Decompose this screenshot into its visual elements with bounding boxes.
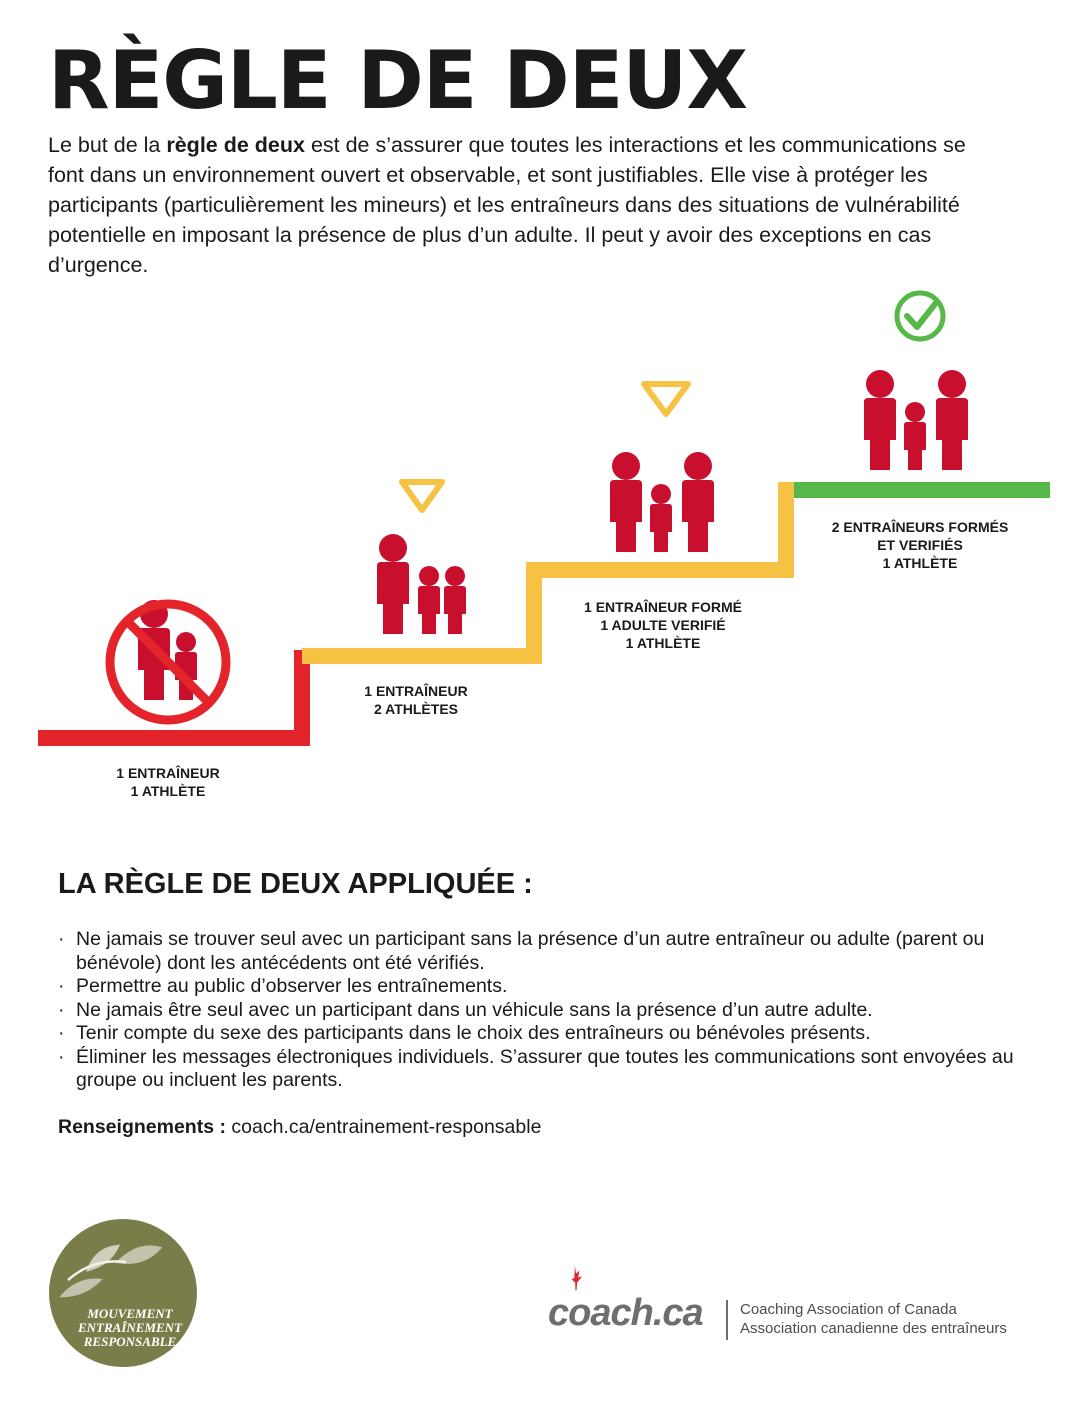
step-label-2: 1 ENTRAÎNEUR 2 ATHLÈTES xyxy=(364,683,468,717)
list-item: · Permettre au public d’observer les entraînements. xyxy=(58,975,508,997)
page-title: RÈGLE DE DEUX xyxy=(48,34,747,127)
intro-text-start: Le but de la xyxy=(48,133,167,157)
badge-line-1: MOUVEMENT xyxy=(87,1306,173,1321)
list-item: · Ne jamais se trouver seul avec un participant sans la présence d’un autre entraîneur ou adulte (parent ou bénévole) dont les antécédents ont été vérifiés. xyxy=(58,928,985,974)
intro-paragraph xyxy=(48,130,978,280)
info-label: Renseignements : xyxy=(58,1116,226,1138)
step-label-1: 1 ENTRAÎNEUR 1 ATHLÈTE xyxy=(116,765,220,799)
coach-logo-wordmark: coach.ca xyxy=(548,1292,703,1334)
org-name-fr: Association canadienne des entraîneurs xyxy=(740,1320,1007,1337)
badge-line-2: ENTRAÎNEMENT xyxy=(77,1320,183,1335)
yield-triangle-icon xyxy=(402,482,442,510)
intro-bold-term: règle de deux xyxy=(166,133,305,157)
people-group-3 xyxy=(610,452,714,552)
no-symbol-icon xyxy=(110,600,226,720)
applied-section-title: LA RÈGLE DE DEUX APPLIQUÉE : xyxy=(58,868,533,900)
logo-divider xyxy=(726,1300,728,1340)
rules-list xyxy=(58,928,1018,1093)
intro-text-end: est de s’assurer que toutes les interactions et les communications se font dans un environnement ouvert et observable, et sont justifiables. Elle vise à protéger les participants (particulièrement les mineurs) et les entraîneurs dans des situations de vulnérabilité potentielle en imposant la présence de plus d’un adulte. Il peut y avoir des exceptions en cas d’urgence. xyxy=(48,133,966,277)
coach-org-names xyxy=(740,1300,1007,1338)
step-label-3: 1 ENTRAÎNEUR FORMÉ 1 ADULTE VERIFIÉ 1 ATHLÈTE xyxy=(584,599,742,651)
responsible-coaching-badge xyxy=(48,1218,198,1368)
list-item: · Ne jamais être seul avec un participant dans un véhicule sans la présence d’un autre adulte. xyxy=(58,998,873,1021)
people-group-2 xyxy=(377,534,466,634)
org-name-en: Coaching Association of Canada xyxy=(740,1301,957,1318)
yield-triangle-icon xyxy=(644,384,688,414)
step-label-4: 2 ENTRAÎNEURS FORMÉS ET VERIFIÉS 1 ATHLÈTE xyxy=(831,519,1009,571)
list-item: · Éliminer les messages électroniques individuels. S’assurer que toutes les communications sont envoyées au groupe ou incluent les parents. xyxy=(58,1045,1014,1091)
info-link[interactable]: coach.ca/entrainement-responsable xyxy=(231,1116,542,1138)
list-item: · Tenir compte du sexe des participants dans le choix des entraîneurs ou bénévoles présents. xyxy=(58,1022,871,1044)
people-group-4 xyxy=(864,370,968,470)
info-line xyxy=(58,1116,541,1139)
checkmark-circle-icon xyxy=(897,293,943,339)
badge-line-3: RESPONSABLE xyxy=(83,1334,177,1349)
